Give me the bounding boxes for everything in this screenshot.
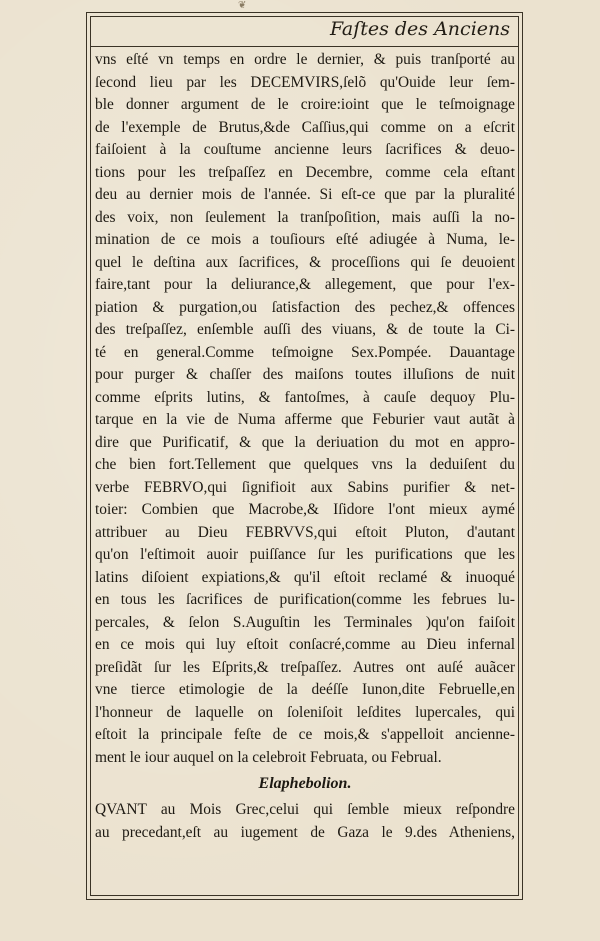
text-line: pour purger & chaſſer des maiſons toutes illuſions de nuit [95, 366, 515, 383]
text-line: toier: Combien que Macrobe,& Iſidore l'ont mieux aymé [95, 501, 515, 518]
text-line: latins diſoient expiations,& qu'il eſtoit reclamé & inuoqué [95, 568, 515, 586]
body-text [95, 49, 515, 844]
text-line: ſecond lieu par les DECEMVIRS,ſelõ qu'Ouide leur ſem- [95, 73, 515, 91]
text-line: deu au dernier mois de l'année. Si eſt-ce que par la pluralité [95, 186, 515, 203]
text-line: faire,tant pour la deliurance,& allegement, que pour l'ex- [95, 276, 515, 293]
text-line: l'honneur de laquelle on ſoleniſoit leſdites lupercales, qui [95, 703, 515, 721]
text-line: comme eſprits lutins, & fantoſmes, à cauſe dequoy Plu- [95, 388, 515, 406]
text-line: verbe FEBRVO,qui ſignifioit aux Sabins purifier & net- [95, 478, 515, 496]
page-ornament: ❦ [238, 0, 247, 11]
text-line: preſidãt ſur les Eſprits,& treſpaſſez. Autres ont auſé auãcer [95, 658, 515, 676]
text-line: mination de ce mois a touſiours eſté adiugée à Numa, le- [95, 231, 515, 248]
text-line: QVANT au Mois Grec,celui qui ſemble mieux reſpondre [95, 801, 515, 818]
text-line: en ce mois qui luy eſtoit conſacré,comme au Dieu infernal [95, 636, 515, 653]
text-line: té en general.Comme teſmoigne Sex.Pompée. Dauantage [95, 343, 515, 361]
text-line: eſtoit la principale feſte de ce mois,& s'appelloit ancienne- [95, 726, 515, 743]
running-head: Faſtes des Anciens [329, 18, 510, 40]
text-line: quel le deſtina aux ſacrifices, & proceſſions qui ſe deuoient [95, 253, 515, 271]
text-line: tions pour les treſpaſſez en Decembre, comme cela eſtant [95, 163, 515, 181]
text-line: des treſpaſſez, enſemble auſſi des viuans, & de toute la Ci- [95, 321, 515, 338]
text-line: au precedant,eſt au iugement de Gaza le 9.des Atheniens, [95, 823, 515, 841]
text-line: de l'exemple de Brutus,&de Caſſius,qui comme on a eſcrit [95, 118, 515, 136]
text-line: faiſoient à la couſtume ancienne leurs ſacrifices & deuo- [95, 141, 515, 158]
text-line: tarque en la vie de Numa afferme que Feburier vaut autãt à [95, 411, 515, 428]
header-rule [90, 46, 518, 47]
text-line: che bien fort.Tellement que quelques vns la deduiſent du [95, 456, 515, 473]
text-line: qu'on l'eſtimoit auoir puiſſance ſur les purifications que les [95, 546, 515, 563]
text-line: ment le iour auquel on la celebroit Februata, ou Februal. [95, 748, 442, 766]
text-line: dire que Purificatif, & que la deriuation du mot en appro- [95, 433, 515, 451]
text-line: vne tierce etimologie de la deéſſe Iunon,dite Februelle,en [95, 681, 515, 698]
section-heading: Elaphebolion. [258, 775, 352, 792]
text-line: percales, & ſelon S.Auguſtin les Terminales )qu'on faiſoit [95, 613, 515, 631]
text-line: en tous les ſacrifices de purification(comme les februes lu- [95, 591, 515, 608]
text-line: des voix, non ſeulement la tranſpoſition, mais auſſi la no- [95, 208, 515, 226]
text-line: vns eſté vn temps en ordre le dernier, & puis tranſporté au [95, 51, 515, 68]
text-line: piation & purgation,ou ſatisfaction des pechez,& offences [95, 298, 515, 316]
text-line: attribuer au Dieu FEBRVVS,qui eſtoit Pluton, d'autant [95, 523, 515, 541]
text-line: ble donner argument de le croire:ioint que le teſmoignage [95, 96, 515, 113]
